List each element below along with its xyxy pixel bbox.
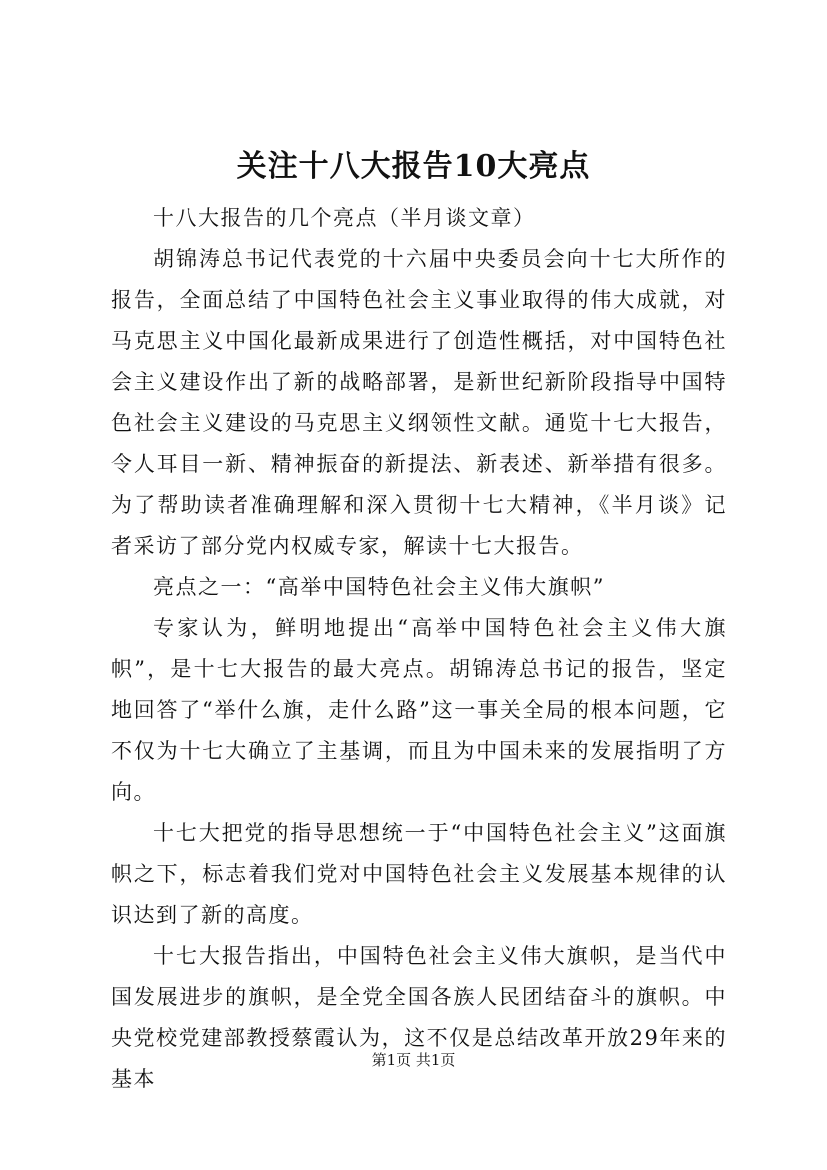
page-number: 第1页 共1页 — [371, 1051, 456, 1069]
document-title: 关注十八大报告10大亮点 — [236, 149, 591, 184]
paragraph-guiding-thought: 十七大把党的指导思想统一于“中国特色社会主义”这面旗帜之下，标志着我们党对中国特色社会主义发展基本规律的认识达到了新的高度。 — [111, 821, 727, 927]
paragraph-intro: 胡锦涛总书记代表党的十六届中央委员会向十七大所作的报告，全面总结了中国特色社会主义事业取得的伟大成就，对马克思主义中国化最新成果进行了创造性概括，对中国特色社会主义建设作出了新的战略部署，是新世纪新阶段指导中国特色社会主义建设的马克思主义纲领性文献。通览十七大报告，令人耳目一新、精神振奋的新提法、新表述、新举措有很多。为了帮助读者准确理解和深入贯彻十七大精神，《半月谈》记者采访了部分党内权威专家，解读十七大报告。 — [111, 247, 727, 558]
paragraph-highlight-heading: 亮点之一：“高举中国特色社会主义伟大旗帜” — [153, 575, 605, 599]
paragraph-report-points: 十七大报告指出，中国特色社会主义伟大旗帜，是当代中国发展进步的旗帜，是全党全国各族人民团结奋斗的旗帜。中央党校党建部教授蔡霞认为，这不仅是总结改革开放29年来的基本 — [111, 944, 727, 1091]
paragraph-subtitle: 十八大报告的几个亮点（半月谈文章） — [153, 206, 536, 230]
document-body — [111, 198, 727, 1100]
paragraph-expert-view: 专家认为，鲜明地提出“高举中国特色社会主义伟大旗帜”，是十七大报告的最大亮点。胡锦涛总书记的报告，坚定地回答了“举什么旗，走什么路”这一事关全局的根本问题，它不仅为十七大确立了主基调，而且为中国未来的发展指明了方向。 — [111, 616, 727, 804]
